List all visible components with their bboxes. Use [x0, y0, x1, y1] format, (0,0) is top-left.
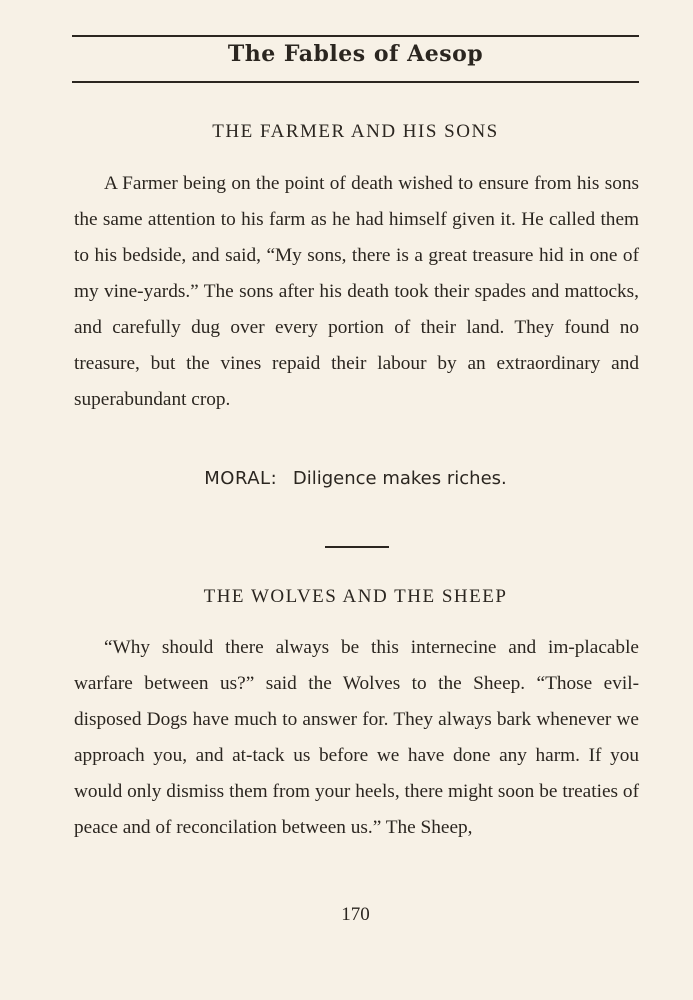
header-top-rule — [72, 35, 639, 37]
fable-text: “Why should there always be this internecine and im-placable warfare between us?” said the Wolves to the Sheep. “Those evil-disposed Dogs have much to answer for. They always bark whenever we approach you, and at-tack us before we have done any harm. If you would only dismiss them from your heels, there might soon be treaties of peace and of reconcilation between us.” The Sheep, — [74, 637, 639, 838]
fable-title: THE WOLVES AND THE SHEEP — [203, 586, 508, 607]
running-head: The Fables of Aesop — [227, 41, 484, 67]
page-number: 170 — [341, 904, 370, 925]
header-bottom-rule — [72, 81, 639, 83]
fable-text: A Farmer being on the point of death wished to ensure from his sons the same attention to his farm as he had himself given it. He called them to his bedside, and said, “My sons, there is a great treasure hid in one of my vine-yards.” The sons after his death took their spades and mattocks, and carefully dug over every portion of their land. They found no treasure, but the vines repaid their labour by an extraordinary and superabundant crop. — [74, 173, 639, 410]
fable-title: THE FARMER AND HIS SONS — [212, 121, 499, 142]
moral-label: MORAL: — [204, 468, 278, 489]
moral-line — [72, 468, 639, 489]
section-separator — [325, 546, 389, 548]
moral-text: Diligence makes riches. — [292, 468, 507, 489]
